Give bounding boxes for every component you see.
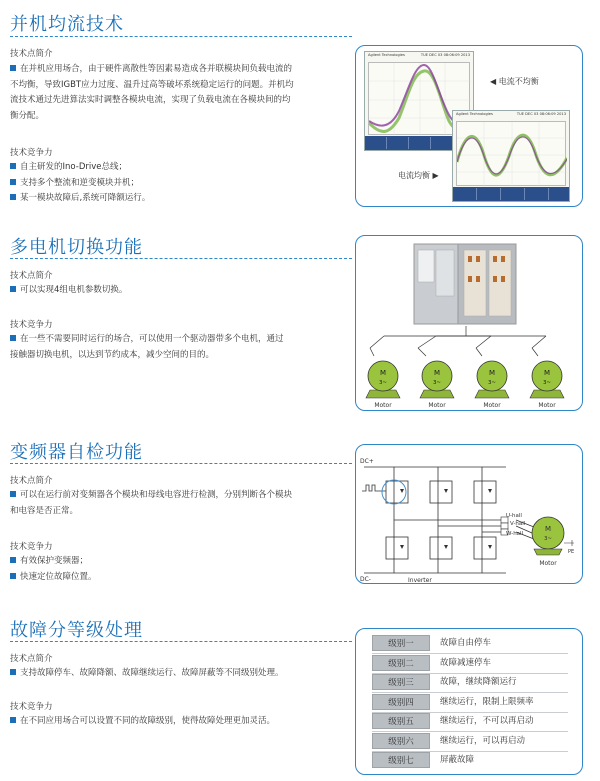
- svg-text:Motor: Motor: [538, 402, 556, 409]
- bullet-icon: [10, 491, 16, 497]
- intro-text: 在并机应用场合，由于硬件离散性等因素易造成各并联模块间负载电流的 不均衡，导致IGBT应力过度、温升过高等破坏系统稳定运行的问题。并机均 流技术通过先进算法实时调整各模块电流，实现了负载电流在各模块间的均 衡分配。: [10, 64, 294, 121]
- title-underline: [10, 463, 352, 464]
- inverter-circuit-diagram: [356, 445, 583, 584]
- svg-text:3~: 3~: [378, 380, 388, 386]
- table-row: 级别一 故障自由停车: [372, 635, 568, 653]
- competitiveness-list: [10, 332, 350, 363]
- table-row: 级别二 故障减速停车: [372, 655, 568, 673]
- list-item: 接触器切换电机，以达到节约成本，减少空间的目的。: [10, 349, 215, 360]
- competitiveness-label: 技术竞争力: [10, 148, 53, 158]
- intro-label: 技术点简介: [10, 49, 53, 59]
- bullet-icon: [10, 65, 16, 71]
- title-underline: [10, 258, 352, 259]
- section-fault-grading: [0, 608, 600, 781]
- svg-text:DC+: DC+: [360, 458, 374, 465]
- list-item: 在一些不需要同时运行的场合，可以使用一个驱动器带多个电机，通过: [10, 332, 350, 348]
- intro-text: 可以实现4组电机参数切换。: [10, 283, 350, 299]
- svg-text:V-hall: V-hall: [510, 521, 526, 527]
- current-sharing-figure: [355, 45, 583, 207]
- section-title: 多电机切换功能: [10, 237, 143, 258]
- competitiveness-label: 技术竞争力: [10, 320, 53, 330]
- bullet-icon: [10, 163, 16, 169]
- motor-icon: [360, 354, 406, 410]
- list-item: 快速定位故障位置。: [10, 570, 350, 586]
- oscilloscope-balanced: Agilent Technologies TUE DEC 03 08:06:09 2013: [452, 110, 570, 202]
- bullet-icon: [10, 179, 16, 185]
- list-item: 在不同应用场合可以设置不同的故障级别，使得故障处理更加灵活。: [10, 714, 350, 730]
- bullet-icon: [10, 335, 16, 341]
- svg-text:Motor: Motor: [539, 560, 557, 567]
- motor-icon: [414, 354, 460, 410]
- section-title: 变频器自检功能: [10, 442, 143, 463]
- oscilloscope-unbalanced: Agilent Technologies TUE DEC 03 08:06:09 2013: [364, 51, 474, 151]
- intro-text: 可以在运行前对变频器各个模块和母线电容进行检测，分别判断各个模块 和电容是否正常。: [10, 490, 293, 516]
- competitiveness-list: [10, 714, 350, 730]
- competitiveness-label: 技术竞争力: [10, 702, 53, 712]
- drive-cabinet-icon: [414, 244, 516, 324]
- fault-level-figure: [355, 628, 583, 775]
- bullet-icon: [10, 194, 16, 200]
- svg-text:W-hall: W-hall: [506, 531, 524, 537]
- svg-text:M: M: [379, 369, 387, 377]
- self-check-figure: [355, 444, 583, 584]
- competitiveness-label: 技术竞争力: [10, 542, 53, 552]
- motor-icon: [524, 354, 570, 410]
- intro-label: 技术点简介: [10, 654, 53, 664]
- svg-text:Motor: Motor: [483, 402, 501, 409]
- bullet-icon: [10, 573, 16, 579]
- intro-text: 支持故障停车、故障降额、故障继续运行、故障屏蔽等不同级别处理。: [10, 666, 350, 682]
- section-self-check: [0, 430, 600, 600]
- section-title: 故障分等级处理: [10, 620, 143, 641]
- table-row: 级别七 屏蔽故障: [372, 752, 568, 770]
- svg-text:M: M: [488, 369, 496, 377]
- svg-text:Motor: Motor: [428, 402, 446, 409]
- svg-text:U-hall: U-hall: [506, 513, 522, 519]
- list-item: 某一模块故障后,系统可降额运行。: [10, 191, 350, 207]
- label-balanced: 电流均衡 ▶: [398, 171, 439, 180]
- label-unbalanced: ◀ 电流不均衡: [490, 77, 539, 86]
- balanced-waveform: [457, 122, 567, 188]
- svg-text:DC-: DC-: [360, 576, 371, 583]
- bullet-icon: [10, 669, 16, 675]
- bullet-icon: [10, 717, 16, 723]
- bullet-icon: [10, 557, 16, 563]
- section-multi-motor-switching: [0, 225, 600, 415]
- svg-text:3~: 3~: [542, 380, 552, 386]
- svg-text:PE: PE: [568, 549, 575, 555]
- table-row: 级别四 继续运行，限制上限频率: [372, 694, 568, 712]
- table-row: 级别六 继续运行，可以再启动: [372, 733, 568, 751]
- bullet-icon: [10, 286, 16, 292]
- svg-text:Motor: Motor: [374, 402, 392, 409]
- svg-text:3~: 3~: [487, 380, 497, 386]
- competitiveness-list: [10, 554, 350, 585]
- fault-level-table: [372, 635, 568, 771]
- section-parallel-current-sharing: [0, 0, 600, 215]
- svg-text:M: M: [543, 369, 551, 377]
- svg-text:3~: 3~: [543, 536, 553, 542]
- motor-icon: [469, 354, 515, 410]
- svg-text:3~: 3~: [432, 380, 442, 386]
- section-title: 并机均流技术: [10, 14, 124, 35]
- list-item: 支持多个整流和逆变模块并机；: [10, 176, 350, 192]
- table-row: 级别三 故障，继续降额运行: [372, 674, 568, 692]
- svg-text:Inverter: Inverter: [408, 577, 432, 584]
- intro-label: 技术点简介: [10, 476, 53, 486]
- competitiveness-list: [10, 160, 350, 207]
- list-item: 自主研发的Ino-Drive总线；: [10, 160, 350, 176]
- multi-motor-figure: [355, 235, 583, 411]
- list-item: 有效保护变频器；: [10, 554, 350, 570]
- intro-label: 技术点简介: [10, 271, 53, 281]
- table-row: 级别五 继续运行，不可以再启动: [372, 713, 568, 731]
- svg-text:M: M: [544, 525, 552, 533]
- title-underline: [10, 641, 352, 642]
- svg-text:M: M: [433, 369, 441, 377]
- title-underline: [10, 36, 352, 37]
